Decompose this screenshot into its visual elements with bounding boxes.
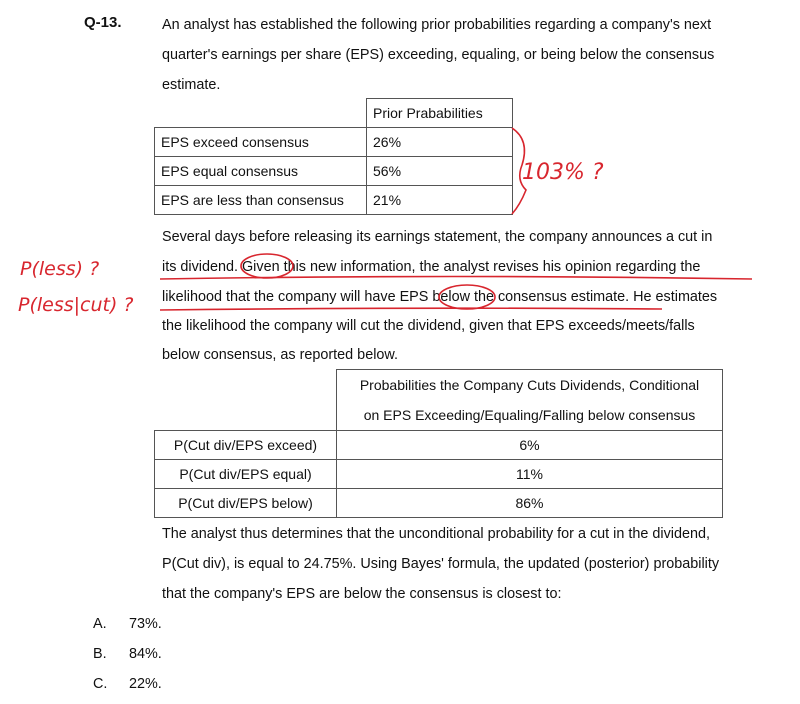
question-final-line-1: The analyst thus determines that the unconditional probability for a cut in the dividend, <box>162 526 710 542</box>
answer-text: 84%. <box>129 646 162 662</box>
handwritten-note-1: P(less) ? <box>20 258 100 280</box>
row-value: 56% <box>367 157 513 186</box>
question-middle-line-5: below consensus, as reported below. <box>162 347 398 363</box>
row-label: EPS equal consensus <box>155 157 367 186</box>
answer-letter: C. <box>93 676 108 692</box>
empty-header-cell <box>155 370 337 431</box>
question-intro-line-2: quarter's earnings per share (EPS) exceeding, equaling, or being below the consensus <box>162 47 715 63</box>
answer-letter: A. <box>93 616 107 632</box>
table-row <box>155 431 723 460</box>
row-label: P(Cut div/EPS exceed) <box>155 431 337 460</box>
handwritten-note-2: P(less|cut) ? <box>18 294 134 316</box>
question-middle-line-1: Several days before releasing its earnings statement, the company announces a cut in <box>162 229 713 245</box>
table-row <box>155 186 513 215</box>
empty-header-cell <box>155 99 367 128</box>
row-label: EPS exceed consensus <box>155 128 367 157</box>
answer-option-b[interactable] <box>93 646 162 662</box>
table-row <box>155 99 513 128</box>
table-row <box>155 128 513 157</box>
question-intro-line-1: An analyst has established the following prior probabilities regarding a company's next <box>162 17 712 33</box>
prior-probabilities-table <box>154 98 513 215</box>
answer-letter: B. <box>93 646 107 662</box>
conditional-header <box>337 370 723 431</box>
row-value: 86% <box>337 489 723 518</box>
question-final-line-2: P(Cut div), is equal to 24.75%. Using Bayes' formula, the updated (posterior) probability <box>162 556 720 572</box>
answer-text: 22%. <box>129 676 162 692</box>
prior-header: Prior Prababilities <box>367 99 513 128</box>
row-value: 26% <box>367 128 513 157</box>
answer-option-c[interactable] <box>93 676 162 692</box>
question-middle-line-3: likelihood that the company will have EPS below the consensus estimate. He estimates <box>162 289 718 305</box>
answer-text: 73%. <box>129 616 162 632</box>
question-middle-line-2: its dividend. Given this new information, the analyst revises his opinion regarding the <box>162 259 701 275</box>
row-value: 21% <box>367 186 513 215</box>
question-final-line-3: that the company's EPS are below the consensus is closest to: <box>162 586 562 602</box>
row-label: P(Cut div/EPS equal) <box>155 460 337 489</box>
question-intro-line-3: estimate. <box>162 77 221 93</box>
answer-option-a[interactable] <box>93 616 162 632</box>
sum-note: 103% ? <box>522 160 604 185</box>
row-value: 11% <box>337 460 723 489</box>
row-value: 6% <box>337 431 723 460</box>
conditional-probabilities-table <box>154 369 723 518</box>
row-label: P(Cut div/EPS below) <box>155 489 337 518</box>
conditional-header-line-2: on EPS Exceeding/Equaling/Falling below consensus <box>363 407 696 423</box>
table-row <box>155 157 513 186</box>
table-row <box>155 370 723 431</box>
row-label: EPS are less than consensus <box>155 186 367 215</box>
question-middle-line-4: the likelihood the company will cut the dividend, given that EPS exceeds/meets/falls <box>162 318 695 334</box>
conditional-header-line-1: Probabilities the Company Cuts Dividends, Conditional <box>359 377 700 393</box>
table-row <box>155 460 723 489</box>
table-row <box>155 489 723 518</box>
question-number: Q-13. <box>84 14 122 31</box>
